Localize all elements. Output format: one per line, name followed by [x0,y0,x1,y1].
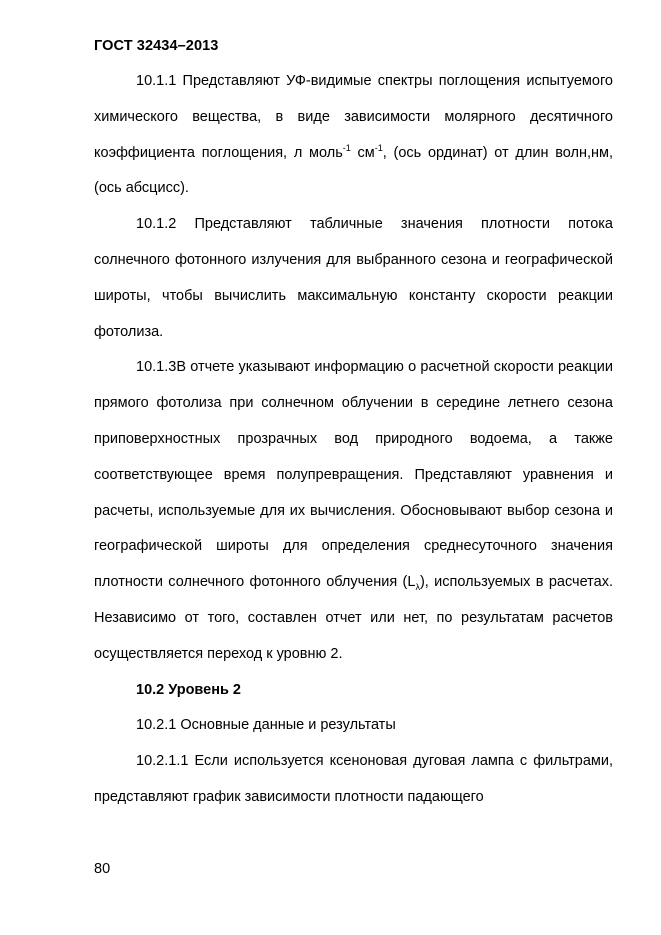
superscript: -1 [374,142,383,153]
document-body [94,64,613,816]
document-header: ГОСТ 32434–2013 [94,38,219,54]
paragraph-text: 10.2.1 Основные данные и результаты [136,717,396,734]
subscript: λ [415,582,420,593]
paragraph-text: 10.2.1.1 Если используется ксеноновая дуговая лампа с фильтрами, представляют график зависимости плотности падающего [94,753,613,805]
page-number: 80 [94,861,111,877]
paragraph-text: 10.1.3В отчете указывают информацию о расчетной скорости реакции прямого фотолиза при солнечном облучении в середине летнего сезона приповерхностных прозрачных вод природного водоема, а также соответствующее время полупревращения. Представляют уравнения и расчеты, используемые для их вычисления. Обосновывают выбор сезона и географической широты для определения среднесуточного значения плотности солнечного фотонного облучения (L [94,359,613,591]
heading-text: 10.2 Уровень 2 [136,681,241,698]
paragraph-text: см [350,144,375,161]
paragraph-10-1-1 [94,64,613,207]
paragraph-10-1-2 [94,207,613,350]
superscript: -1 [342,142,351,153]
paragraph-10-2-1 [94,708,613,744]
paragraph-text: 10.1.1 Представляют УФ-видимые спектры поглощения испытуемого химического вещества, в виде зависимости молярного десятичного коэффициента поглощения, л моль [94,73,613,161]
paragraph-text: , (ось ординат) от длин волн,нм, (ось абсцисс). [94,144,613,197]
section-heading-10-2 [94,673,613,709]
paragraph-text: 10.1.2 Представляют табличные значения плотности потока солнечного фотонного излучения для выбранного сезона и географической широты, чтобы вычислить максимальную константу скорости реакции фотолиза. [94,216,613,340]
paragraph-text: ), используемых в расчетах. Независимо от того, составлен отчет или нет, по результатам расчетов осуществляется переход к уровню 2. [94,574,613,662]
paragraph-10-1-3 [94,350,613,672]
paragraph-10-2-1-1 [94,744,613,816]
